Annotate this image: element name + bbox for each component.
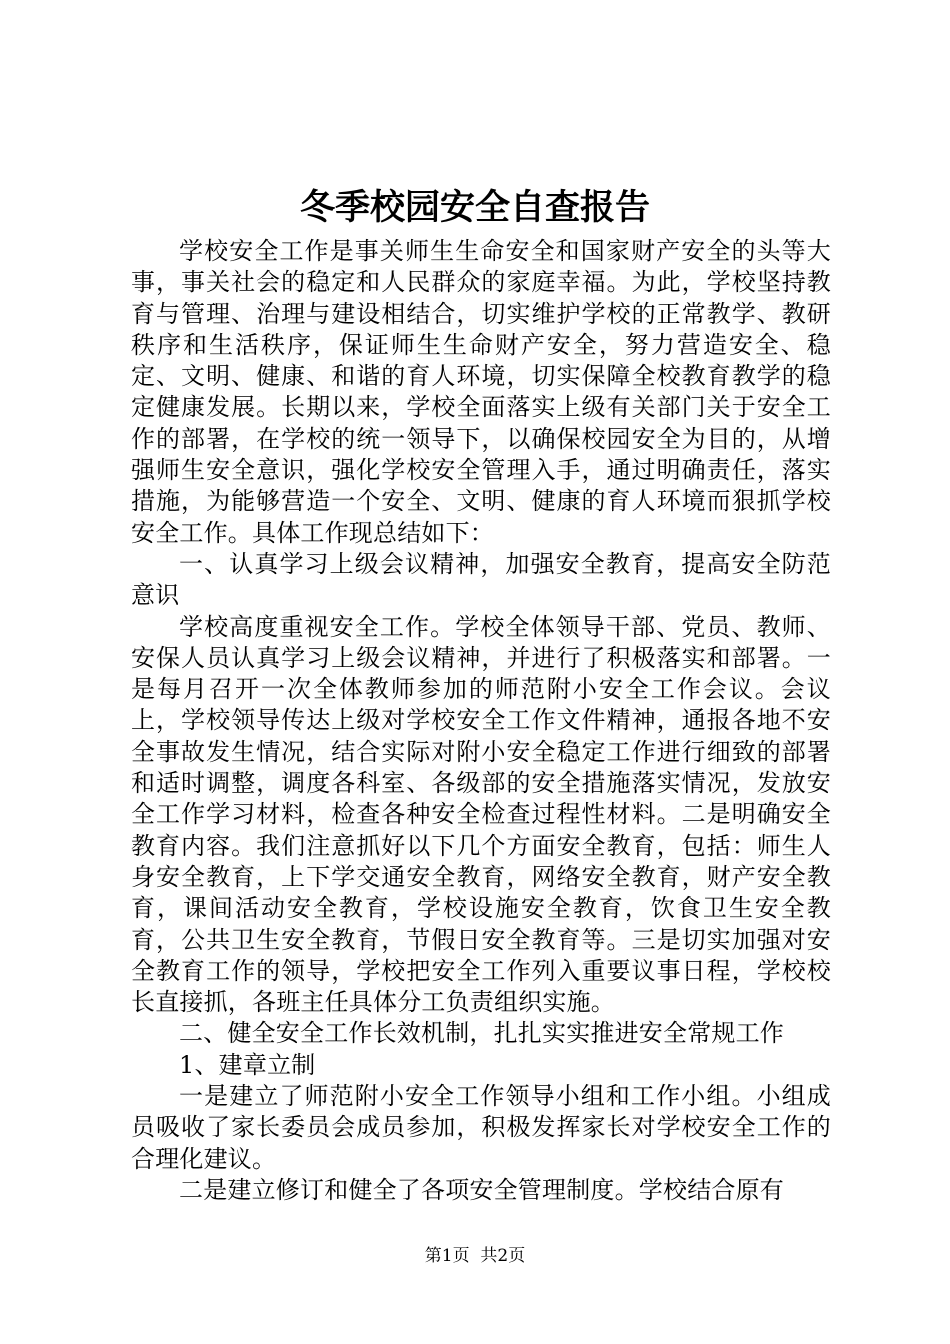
paragraph-section-1-heading: 一、认真学习上级会议精神，加强安全教育，提高安全防范意识 [131, 549, 831, 610]
paragraph-section-2-heading: 二、健全安全工作长效机制，扎扎实实推进安全常规工作 [179, 1019, 784, 1048]
page-number: 第1页 [424, 1246, 470, 1266]
page-total: 共2页 [480, 1246, 526, 1266]
paragraph-subsection-1-item-2: 二是建立修订和健全了各项安全管理制度。学校结合原有 [179, 1175, 784, 1204]
paragraph-intro: 学校安全工作是事关师生生命安全和国家财产安全的头等大事，事关社会的稳定和人民群众的家庭幸福。为此，学校坚持教育与管理、治理与建设相结合，切实维护学校的正常教学、教研秩序和生活秩序，保证师生生命财产安全，努力营造安全、稳定、文明、健康、和谐的育人环境，切实保障全校教育教学的稳定健康发展。长期以来，学校全面落实上级有关部门关于安全工作的部署，在学校的统一领导下，以确保校园安全为目的，从增强师生安全意识，强化学校安全管理入手，通过明确责任，落实措施，为能够营造一个安全、文明、健康的育人环境而狠抓学校安全工作。具体工作现总结如下： [131, 237, 831, 547]
document-title: 冬季校园安全自查报告 [299, 187, 650, 228]
document-body [131, 236, 831, 1206]
paragraph-subsection-1-heading: 1、建章立制 [179, 1050, 316, 1079]
paragraph-section-1-body: 学校高度重视安全工作。学校全体领导干部、党员、教师、安保人员认真学习上级会议精神，并进行了积极落实和部署。一是每月召开一次全体教师参加的师范附小安全工作会议。会议上，学校领导传达上级对学校安全工作文件精神，通报各地不安全事故发生情况，结合实际对附小安全稳定工作进行细致的部署和适时调整，调度各科室、各级部的安全措施落实情况，发放安全工作学习材料，检查各种安全检查过程性材料。二是明确安全教育内容。我们注意抓好以下几个方面安全教育，包括：师生人身安全教育，上下学交通安全教育，网络安全教育，财产安全教育，课间活动安全教育，学校设施安全教育，饮食卫生安全教育，公共卫生安全教育，节假日安全教育等。三是切实加强对安全教育工作的领导，学校把安全工作列入重要议事日程，学校校长直接抓，各班主任具体分工负责组织实施。 [131, 612, 831, 1017]
page-footer [0, 1244, 950, 1268]
paragraph-subsection-1-item-1: 一是建立了师范附小安全工作领导小组和工作小组。小组成员吸收了家长委员会成员参加，积极发挥家长对学校安全工作的合理化建议。 [131, 1082, 831, 1173]
